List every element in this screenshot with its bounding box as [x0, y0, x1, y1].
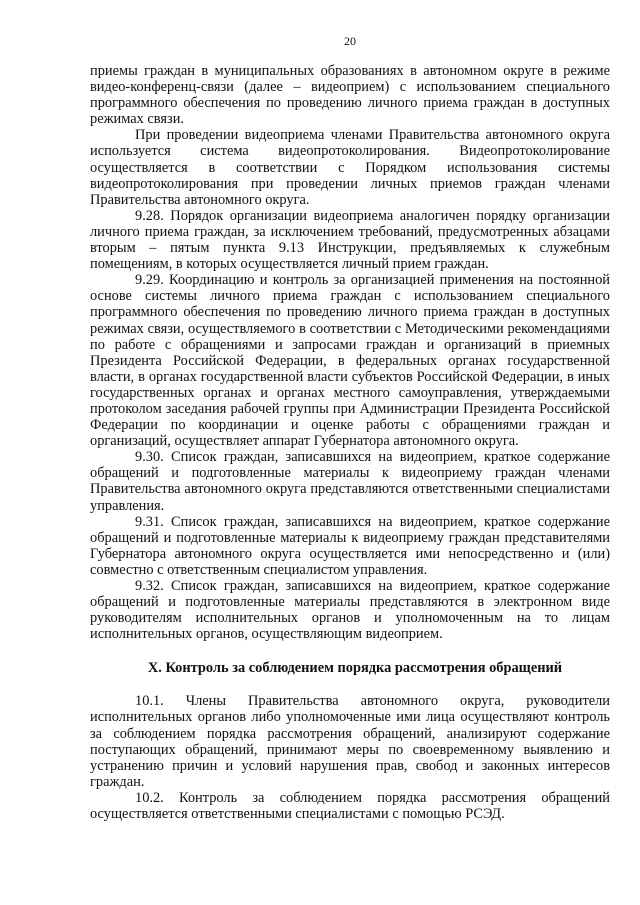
paragraph-videoprotocol: При проведении видеоприема членами Правительства автономного округа используется система видеопротоколирования. Видеопротоколирование осуществляется в соответствии с Порядком использования системы видеопротоколирования при проведении личных приемов граждан членами Правительства автономного округа. — [90, 127, 610, 208]
paragraph-9-28: 9.28. Порядок организации видеоприема аналогичен порядку организации личного приема граждан, за исключением требований, предусмотренных абзацами вторым – пятым пункта 9.13 Инструкции, предъявляемых к служебным помещениям, в которых осуществляется личный прием граждан. — [90, 207, 610, 273]
document-page — [90, 34, 610, 822]
paragraph-9-29: 9.29. Координацию и контроль за организацией применения на постоянной основе системы личного приема граждан с использованием специального программного обеспечения по проведению личного приема граждан в доступных режимах связи, осуществляемого в соответствии с Методическими рекомендациями по работе с обращениями и запросами граждан и организаций в приемных Президента Российской Федерации, в федеральных органах государственной власти, в органах государственной власти субъектов Российской Федерации, в иных государственных органах и органах местного самоуправления, утверждаемыми протоколом заседания рабочей группы при Администрации Президента Российской Федерации по координации и оценке работы с обращениями граждан и организаций, осуществляет аппарат Губернатора автономного округа. — [90, 272, 610, 450]
paragraph-continuation: приемы граждан в муниципальных образованиях в автономном округе в режиме видео-конференц-связи (далее – видеоприем) с использованием специального программного обеспечения по проведению личного приема граждан в доступных режимах связи. — [90, 63, 610, 128]
paragraph-9-30: 9.30. Список граждан, записавшихся на видеоприем, краткое содержание обращений и подготовленные материалы к видеоприему граждан членами Правительства автономного округа представляются ответственными специалистами управления. — [90, 449, 610, 514]
page-number: 20 — [344, 34, 356, 48]
paragraph-10-1: 10.1. Члены Правительства автономного округа, руководители исполнительных органов либо уполномоченные ими лица осуществляют контроль за соблюдением порядка рассмотрения обращений, анализируют содержание поступающих обращений, принимают меры по своевременному выявлению и устранению причин и условий нарушения прав, свобод и законных интересов граждан. — [90, 693, 610, 790]
paragraph-9-32: 9.32. Список граждан, записавшихся на видеоприем, краткое содержание обращений и подготовленные материалы представляются в электронном виде руководителям исполнительных органов и уполномоченным на то лицам исполнительных органов, осуществляющим видеоприем. — [90, 578, 610, 643]
section-heading: X. Контроль за соблюдением порядка рассмотрения обращений — [147, 660, 563, 677]
paragraph-10-2: 10.2. Контроль за соблюдением порядка рассмотрения обращений осуществляется ответственными специалистами с помощью РСЭД. — [90, 789, 610, 823]
paragraph-9-31: 9.31. Список граждан, записавшихся на видеоприем, краткое содержание обращений и подготовленные материалы к видеоприему граждан представителями Губернатора автономного округа осуществляется ими непосредственно и (или) совместно с ответственным специалистом управления. — [90, 513, 610, 578]
